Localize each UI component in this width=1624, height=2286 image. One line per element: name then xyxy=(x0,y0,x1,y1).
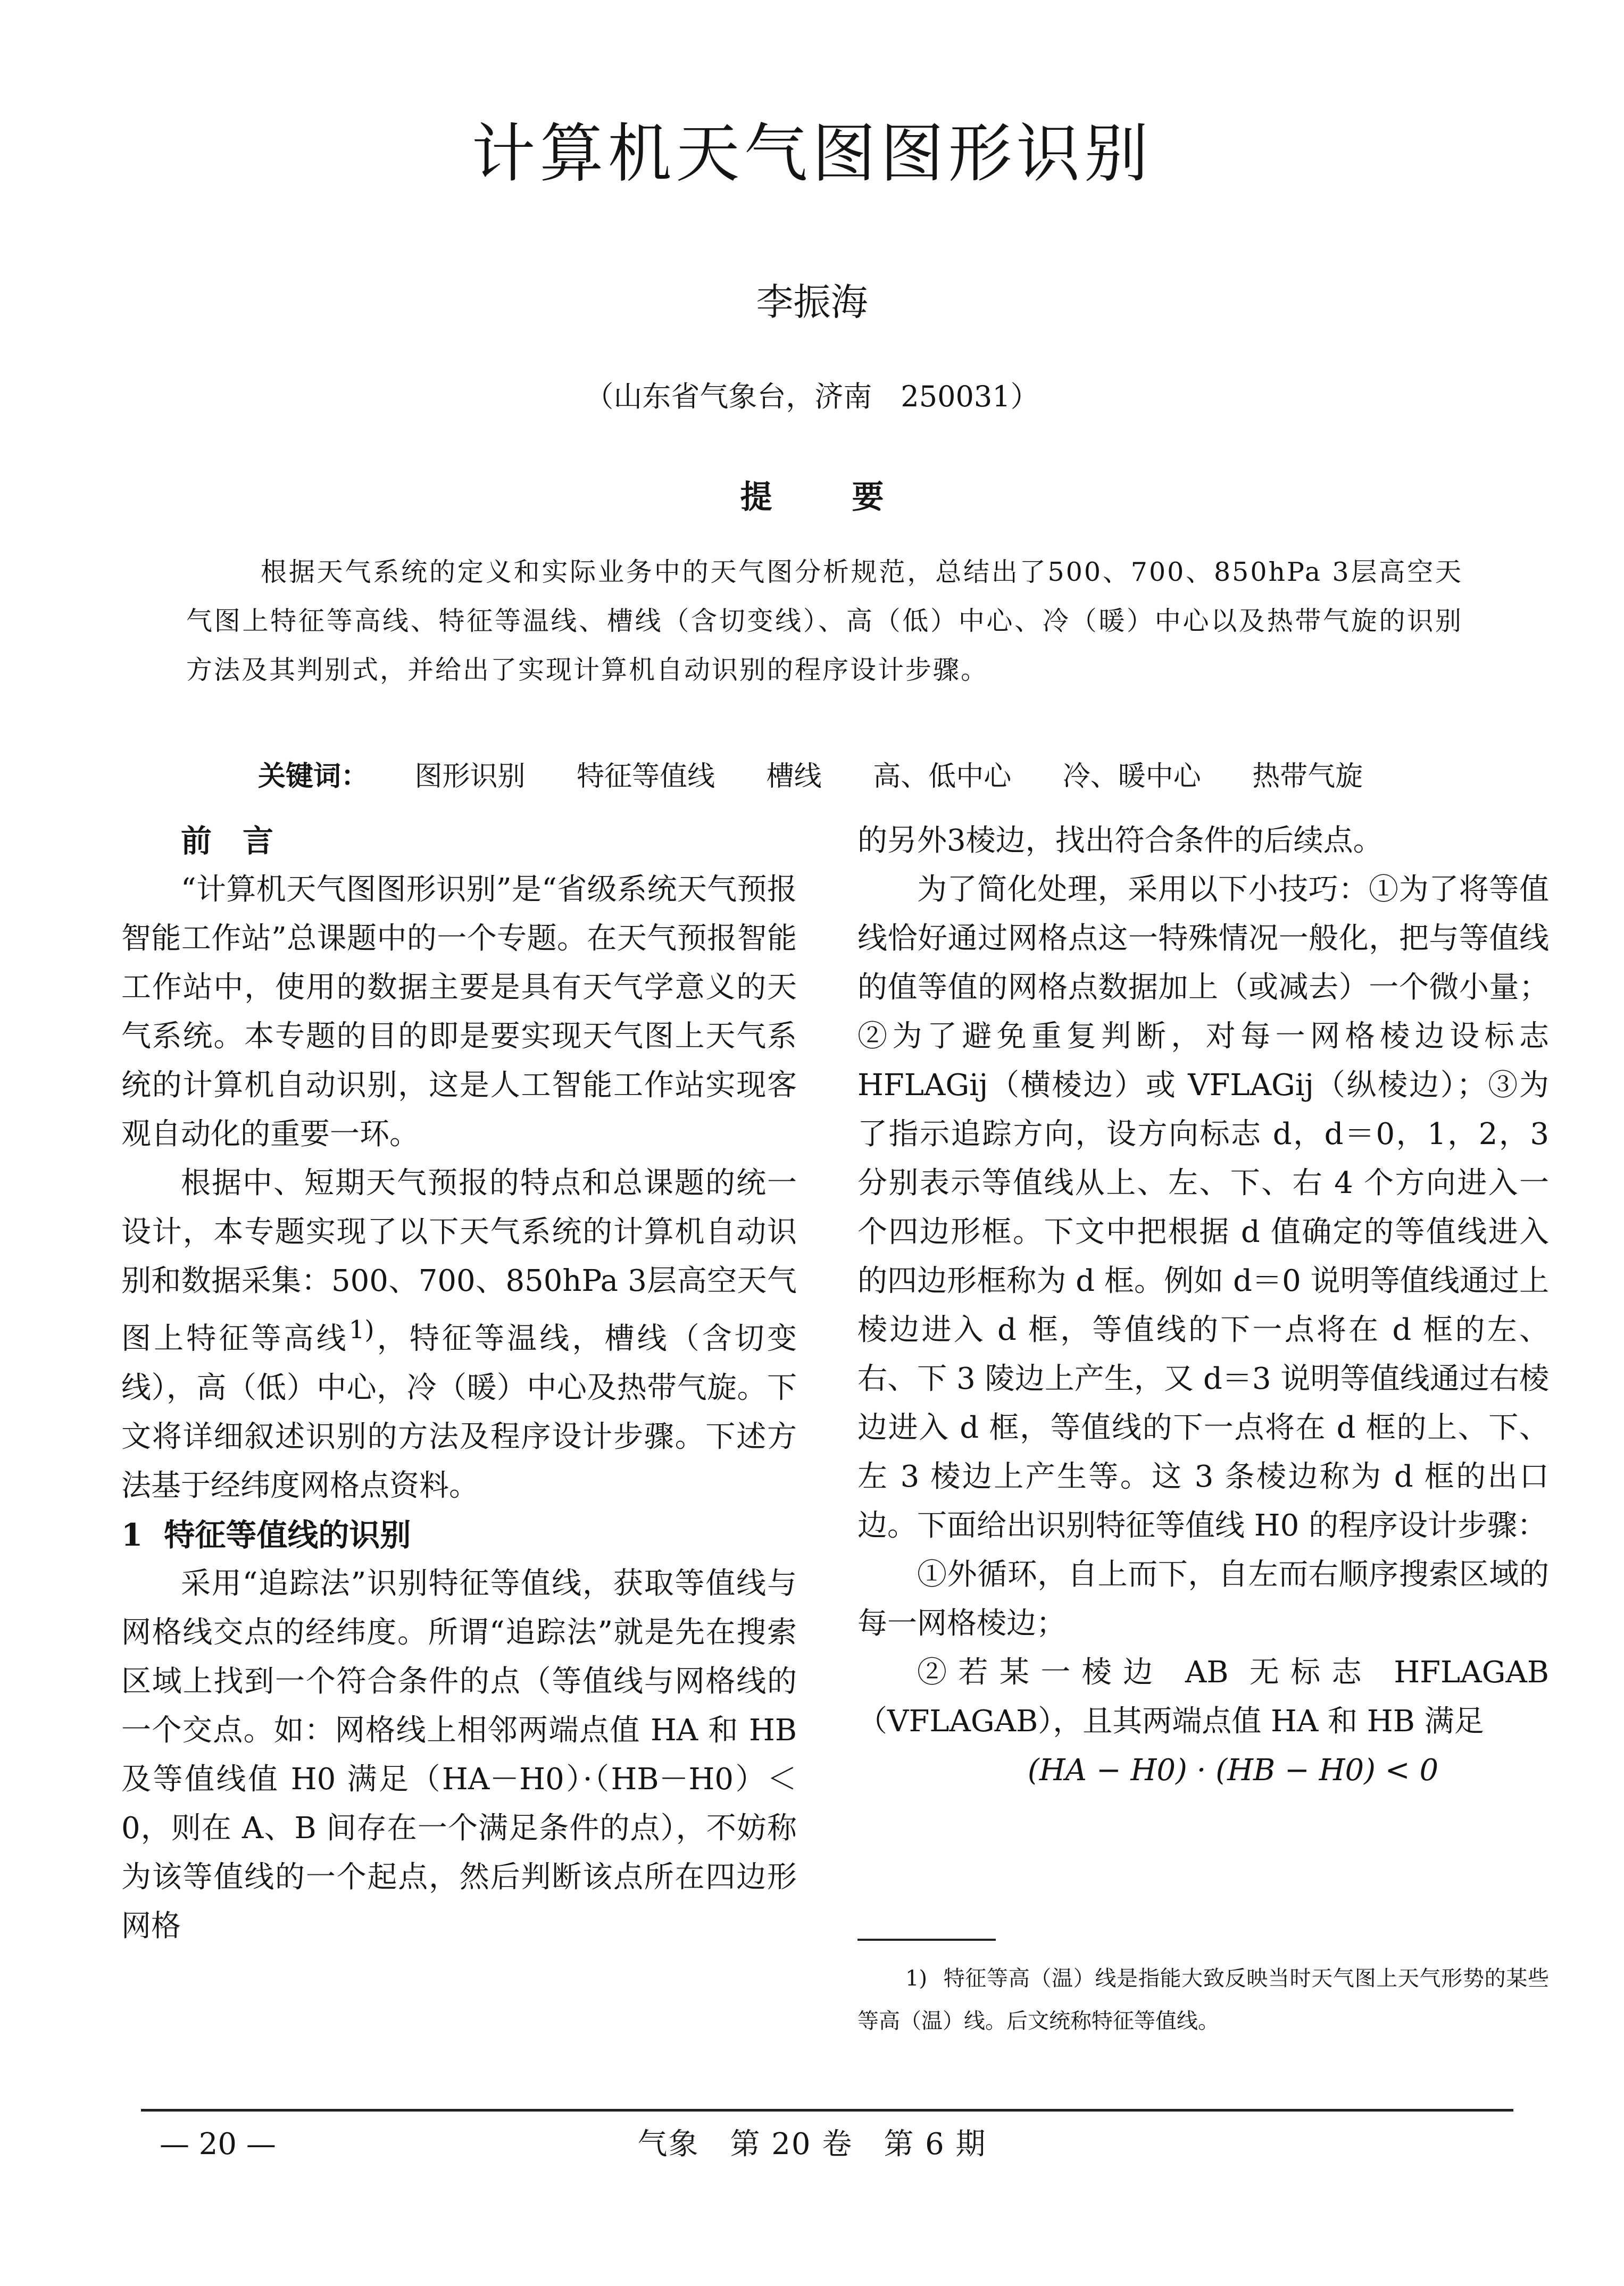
footer-rule xyxy=(141,2109,1513,2112)
keyword: 热带气旋 xyxy=(1252,761,1363,792)
step-item: ②若某一棱边 AB 无标志 HFLAGAB（VFLAGAB），且其两端点值 HA 和 HB 满足 xyxy=(857,1655,1549,1739)
abstract-text: 根据天气系统的定义和实际业务中的天气图分析规范，总结出了500、700、850hPa 3层高空天气图上特征等高线、特征等温线、槽线（含切变线）、高（低）中心、冷（暖）中心以及热带气旋的识别方法及其判别式，并给出了实现计算机自动识别的程序设计步骤。 xyxy=(186,557,1463,685)
footnote-text: 特征等高（温）线是指能大致反映当时天气图上天气形势的某些等高（温）线。后文统称特征等值线。 xyxy=(857,1966,1549,2033)
section-number: 1 xyxy=(121,1516,143,1553)
section-heading xyxy=(121,1511,797,1559)
left-column xyxy=(121,816,797,1951)
body-paragraph: 采用“追踪法”识别特征等值线，获取等值线与网格线交点的经纬度。所谓“追踪法”就是先在搜索区域上找到一个符合条件的点（等值线与网格线的一个交点。如：网格线上相邻两端点值 HA 和 HB 及等值线值 H0 满足（HA－H0）·（HB－H0）＜0，则在 A、B 间存在一个满足条件的点），不妨称为该等值线的一个起点，然后判断该点所在四边形网格 xyxy=(121,1566,797,1943)
keywords-line xyxy=(258,755,1481,798)
body-paragraph: “计算机天气图图形识别”是“省级系统天气预报智能工作站”总课题中的一个专题。在天气预报智能工作站中，使用的数据主要是具有天气学意义的天气系统。本专题的目的即是要实现天气图上天气系统的计算机自动识别，这是人工智能工作站实现客观自动化的重要一环。 xyxy=(121,872,797,1152)
keyword: 特征等值线 xyxy=(577,761,715,792)
keyword: 冷、暖中心 xyxy=(1062,761,1201,792)
footnote xyxy=(857,1957,1549,2042)
footnote-rule xyxy=(857,1939,996,1941)
step-item: ①外循环，自上而下，自左而右顺序搜索区域的每一网格棱边； xyxy=(857,1557,1549,1641)
author-name: 李振海 xyxy=(756,280,868,324)
inequality-formula: (HA − H0) · (HB − H0) < 0 xyxy=(1027,1753,1439,1788)
abstract-heading: 提要 xyxy=(740,479,964,516)
footnote-mark: 1) xyxy=(905,1966,928,1991)
footnote-reference: 1) xyxy=(348,1316,374,1345)
keyword: 槽线 xyxy=(766,761,822,792)
page-title: 计算机天气图图形识别 xyxy=(471,117,1153,191)
body-text: 根据中、短期天气预报的特点和总课题的统一设计，本专题实现了以下天气系统的计算机自动识别和数据采集：500、700、850hPa 3层高空天气图上特征等高线 xyxy=(121,1166,797,1356)
right-column xyxy=(857,816,1549,1795)
keyword: 高、低中心 xyxy=(873,761,1012,792)
body-text: ，特征等温线，槽线（含切变线），高（低）中心，冷（暖）中心及热带气旋。下文将详细叙述识别的方法及程序设计步骤。下述方法基于经纬度网格点资料。 xyxy=(121,1321,797,1503)
journal-info: 气象 第 20 卷 第 6 期 xyxy=(637,2127,987,2162)
keyword: 图形识别 xyxy=(414,761,526,792)
page-number: — 20 — xyxy=(160,2127,276,2162)
intro-heading: 前 言 xyxy=(181,823,274,859)
body-paragraph: 为了简化处理，采用以下小技巧：①为了将等值线恰好通过网格点这一特殊情况一般化，把与等值线的值等值的网格点数据加上（或减去）一个微小量；②为了避免重复判断，对每一网格棱边设标志 HFLAGij（横棱边）或 VFLAGij（纵棱边）；③为了指示追踪方向，设方向标志 d，d＝0，1，2，3 分别表示等值线从上、左、下、右 4 个方向进入一个四边形框。下文中把根据 d 值确定的等值线进入的四边形框称为 d 框。例如 d＝0 说明等值线通过上棱边进入 d 框，等值线的下一点将在 d 框的左、右、下 3 陵边上产生，又 d＝3 说明等值线通过右棱边进入 d 框，等值线的下一点将在 d 框的上、下、左 3 棱边上产生等。这 3 条棱边称为 d 框的出口边。下面给出识别特征等值线 H0 的程序设计步骤： xyxy=(857,872,1549,1543)
keywords-label: 关键词： xyxy=(258,760,369,792)
body-paragraph: 的另外3棱边，找出符合条件的后续点。 xyxy=(857,823,1383,858)
body-paragraph xyxy=(121,1159,797,1511)
affiliation: （山东省气象台，济南 250031） xyxy=(585,380,1039,413)
section-title: 特征等值线的识别 xyxy=(164,1516,411,1553)
